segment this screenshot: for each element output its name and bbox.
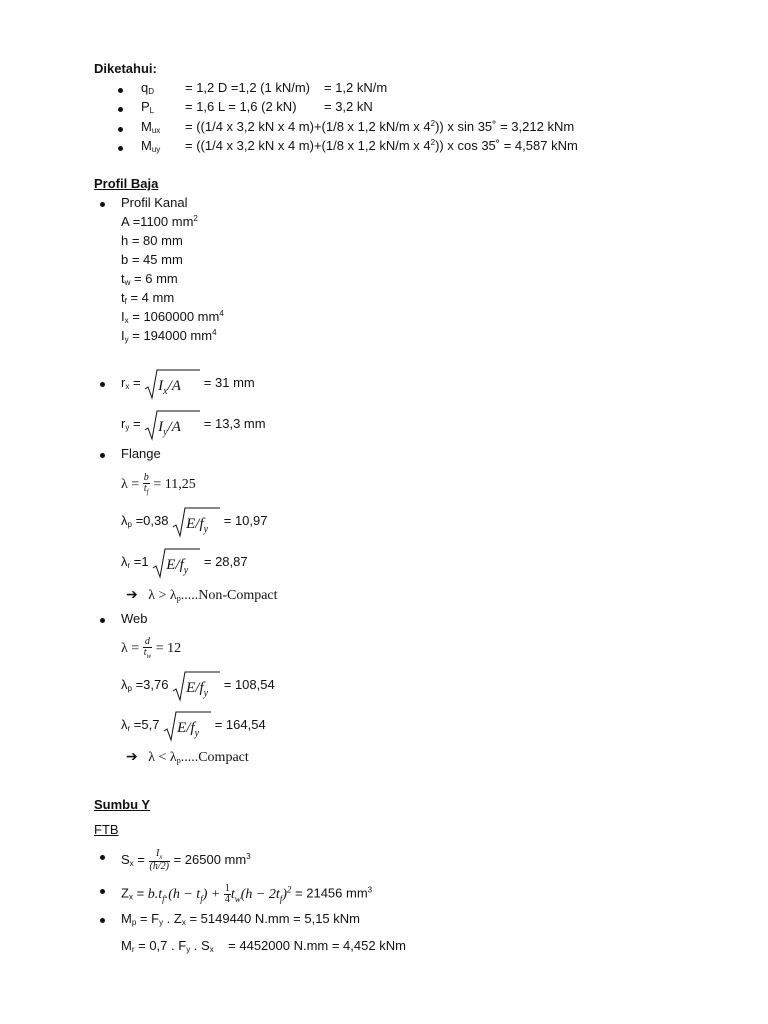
- bullet: [118, 88, 123, 93]
- web-label: Web: [121, 611, 148, 626]
- mr-formula: $M_r = 0,7$ . $F_y$ . $S_x$ = 4452000 N.mm = 4,452 kNm: [121, 938, 406, 954]
- zx-formula: $Z_x = b.t_f.(h - t_f)$ + $\frac{1}{4}$ $t_w(h - 2t_f)^2 = 21456$ $mm^3$: [121, 882, 373, 905]
- qd-result: = 1,2 kN/m: [324, 80, 388, 95]
- bullet: [100, 618, 105, 623]
- qd-expr: = 1,2 D =1,2 (1 kN/m): [185, 80, 310, 95]
- bullet: [100, 453, 105, 458]
- mux-expr: = ((1/4 x 3,2 kN x 4 m)+(1/8 x 1,2 kN/m x $4^2$)) x sin 35˚ = 3,212 kNm: [185, 119, 575, 134]
- sqrt-icon: $E/f_y$: [172, 505, 220, 539]
- bullet: [100, 202, 105, 207]
- flange-label: Flange: [121, 446, 161, 461]
- arrow-icon: ➔: [126, 588, 138, 603]
- web-lambda: λ = $\frac{d}{t_w}$ = 12: [121, 636, 182, 661]
- prop-tf: $t_f = 4$ mm: [121, 290, 175, 306]
- bullet: [100, 855, 105, 860]
- sqrt-icon: $I_x/A$: [144, 367, 200, 401]
- mp-formula: $M_p = F_y$ . $Z_x = 5149440$ N.mm = 5,15 kNm: [121, 911, 360, 927]
- web-lambda-p: $\lambda_p =3,76$ $E/f_y$ = 108,54: [121, 668, 275, 702]
- profil-kanal-label: Profil Kanal: [121, 195, 188, 210]
- prop-tw: $t_w = 6$ mm: [121, 271, 178, 287]
- bullet: [100, 889, 105, 894]
- prop-a: A =1100 $mm^2$: [121, 214, 198, 229]
- sumbu-heading: Sumbu Y: [94, 797, 151, 812]
- pl-expr: = 1,6 L = 1,6 (2 kN): [185, 99, 297, 114]
- prop-b: b = 45 mm: [121, 252, 183, 267]
- bullet: [100, 918, 105, 923]
- sqrt-icon: $E/f_y$: [152, 546, 200, 580]
- flange-lambda: λ = $\frac{b}{t_f}$ = 11,25: [121, 472, 196, 497]
- sqrt-icon: $I_y/A$: [144, 408, 200, 442]
- sx-formula: $S_x$ = $\frac{I_x}{(h/2)}$ = 26500 $mm^3$: [121, 848, 251, 873]
- profil-heading: Profil Baja: [94, 176, 159, 191]
- rx-formula: $r_x$ = $I_x/A$ = 31 mm: [121, 366, 255, 400]
- pl-symbol: $P_L$: [141, 99, 155, 115]
- prop-iy: $I_y = 194000$ $mm^4$: [121, 328, 217, 344]
- mux-symbol: $M_{ux}$: [141, 119, 161, 135]
- flange-conclusion: ➔ $\lambda > \lambda_p.....Non$-Compact: [126, 588, 278, 603]
- zx-expression: $b.t_f.(h - t_f)$ + $\frac{1}{4}$ $t_w(h - 2t_f)^2$: [147, 882, 292, 905]
- bullet: [118, 107, 123, 112]
- diketahui-heading: Diketahui:: [94, 61, 157, 76]
- muy-expr: = ((1/4 x 3,2 kN x 4 m)+(1/8 x 1,2 kN/m x $4^2$)) x cos 35˚ = 4,587 kNm: [185, 138, 578, 153]
- prop-h: h = 80 mm: [121, 233, 183, 248]
- qd-symbol: $q_D$: [141, 80, 155, 96]
- bullet: [118, 127, 123, 132]
- ftb-heading: FTB: [94, 822, 119, 837]
- bullet: [118, 146, 123, 151]
- pl-result: = 3,2 kN: [324, 99, 373, 114]
- sqrt-icon: $E/f_y$: [163, 709, 211, 743]
- ry-formula: $r_y$ = $I_y/A$ = 13,3 mm: [121, 407, 266, 441]
- sqrt-icon: $E/f_y$: [172, 669, 220, 703]
- bullet: [100, 382, 105, 387]
- prop-ix: $I_x = 1060000$ $mm^4$: [121, 309, 224, 325]
- arrow-icon: ➔: [126, 750, 138, 765]
- flange-lambda-r: $\lambda_r =1$ $E/f_y$ = 28,87: [121, 545, 248, 579]
- web-lambda-r: $\lambda_r =5,7$ $E/f_y$ = 164,54: [121, 708, 266, 742]
- flange-lambda-p: $\lambda_p =0,38$ $E/f_y$ = 10,97: [121, 504, 267, 538]
- muy-symbol: $M_{uy}$: [141, 138, 161, 154]
- web-conclusion: ➔ $\lambda < \lambda_p.....Compact$: [126, 750, 249, 765]
